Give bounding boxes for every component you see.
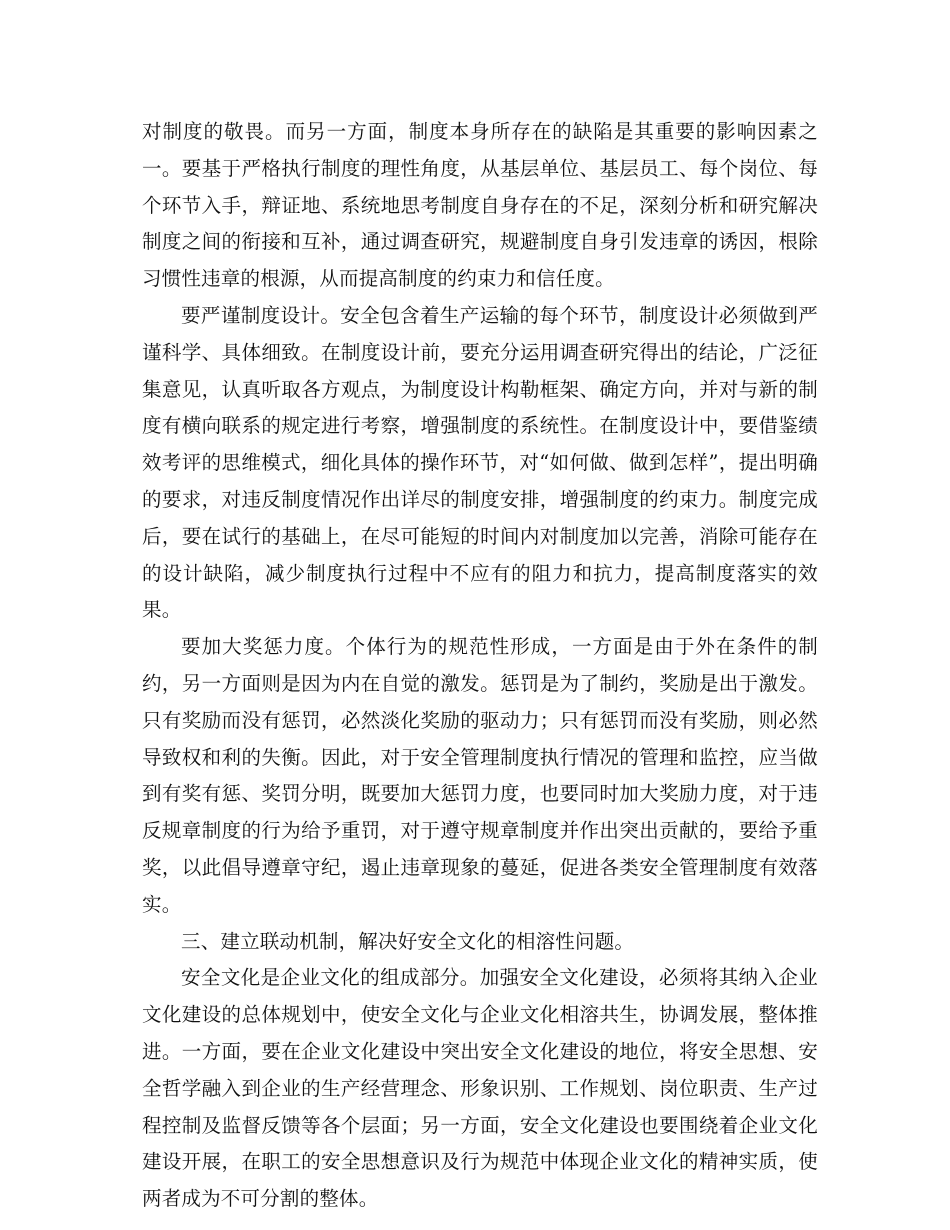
paragraph-2: 要严谨制度设计。安全包含着生产运输的每个环节，制度设计必须做到严谨科学、具体细致。在制度设计前，要充分运用调查研究得出的结论，广泛征集意见，认真听取各方观点，为制度设计构勒框架、确定方向，并对与新的制度有横向联系的规定进行考察，增强制度的系统性。在制度设计中，要借鉴绩效考评的思维模式，细化具体的操作环节，对“如何做、做到怎样”，提出明确的要求，对违反制度情况作出详尽的制度安排，增强制度的约束力。制度完成后，要在试行的基础上，在尽可能短的时间内对制度加以完善，消除可能存在的设计缺陷，减少制度执行过程中不应有的阻力和抗力，提高制度落实的效果。 <box>142 303 818 622</box>
paragraph-4: 安全文化是企业文化的组成部分。加强安全文化建设，必须将其纳入企业文化建设的总体规划中，使安全文化与企业文化相溶共生，协调发展，整体推进。一方面，要在企业文化建设中突出安全文化建设的地位，将安全思想、安全哲学融入到企业的生产经营理念、形象识别、工作规划、岗位职责、生产过程控制及监督反馈等各个层面；另一方面，安全文化建设也要围绕着企业文化建设开展，在职工的安全思想意识及行为规范中体现企业文化的精神实质，使两者成为不可分割的整体。 <box>142 966 818 1211</box>
paragraph-1: 对制度的敬畏。而另一方面，制度本身所存在的缺陷是其重要的影响因素之一。要基于严格执行制度的理性角度，从基层单位、基层员工、每个岗位、每个环节入手，辩证地、系统地思考制度自身存在的不足，深刻分析和研究解决制度之间的衔接和互补，通过调查研究，规避制度自身引发违章的诱因，根除习惯性违章的根源，从而提高制度的约束力和信任度。 <box>142 120 818 291</box>
document-body <box>142 114 818 1218</box>
paragraph-3: 要加大奖惩力度。个体行为的规范性形成，一方面是由于外在条件的制约，另一方面则是因为内在自觉的激发。惩罚是为了制约，奖励是出于激发。只有奖励而没有惩罚，必然淡化奖励的驱动力；只有惩罚而没有奖励，则必然导致权和利的失衡。因此，对于安全管理制度执行情况的管理和监控，应当做到有奖有惩、奖罚分明，既要加大惩罚力度，也要同时加大奖励力度，对于违反规章制度的行为给予重罚，对于遵守规章制度并作出突出贡献的，要给予重奖，以此倡导遵章守纪，遏止违章现象的蔓延，促进各类安全管理制度有效落实。 <box>142 635 818 916</box>
section-heading: 三、建立联动机制，解决好安全文化的相溶性问题。 <box>181 929 635 953</box>
